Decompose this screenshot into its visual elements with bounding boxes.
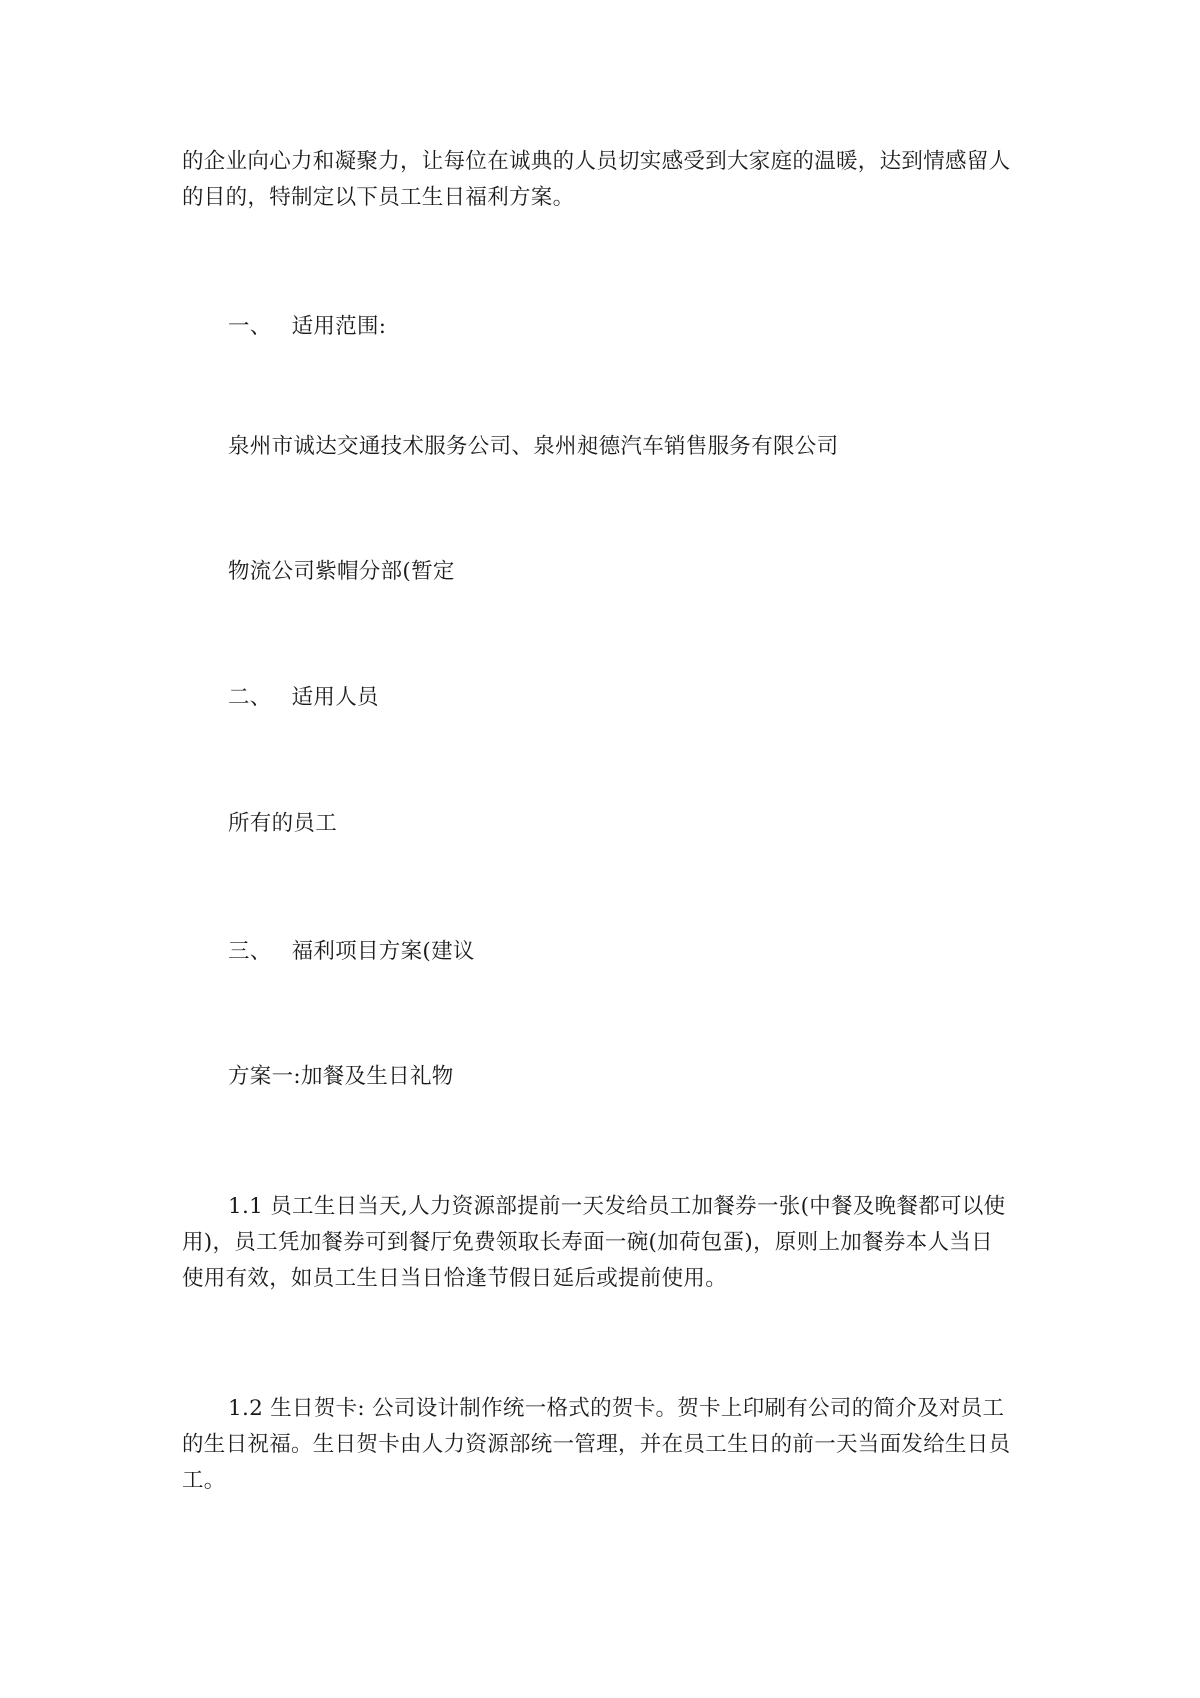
section-1-title: 适用范围: <box>291 314 387 339</box>
section-1-heading <box>228 310 386 343</box>
plan-1-title: 方案一:加餐及生日礼物 <box>228 1064 454 1089</box>
intro-line-1: 的企业向心力和凝聚力，让每位在诚典的人员切实感受到大家庭的温暖，达到情感留人 <box>182 149 1011 174</box>
paragraph-1-1-line-3: 使用有效，如员工生日当日恰逢节假日延后或提前使用。 <box>182 1266 728 1291</box>
section-2-number: 二、 <box>228 685 272 710</box>
paragraph-1-1-line-1: 1.1 员工生日当天,人力资源部提前一天发给员工加餐券一张(中餐及晚餐都可以使 <box>228 1194 1006 1219</box>
section-1-number: 一、 <box>228 314 272 339</box>
section-1-item-1: 泉州市诚达交通技术服务公司、泉州昶德汽车销售服务有限公司 <box>228 434 839 459</box>
paragraph-1-1-line-2: 用)，员工凭加餐券可到餐厅免费领取长寿面一碗(加荷包蛋)，原则上加餐券本人当日 <box>182 1230 993 1255</box>
paragraph-1-2-line-3: 工。 <box>182 1468 226 1493</box>
section-3-heading <box>228 935 475 968</box>
paragraph-1-2-line-2: 的生日祝福。生日贺卡由人力资源部统一管理，并在员工生日的前一天当面发给生日员 <box>182 1432 1011 1457</box>
intro-line-2: 的目的，特制定以下员工生日福利方案。 <box>182 185 575 210</box>
section-1-item-2: 物流公司紫帽分部(暂定 <box>228 559 455 584</box>
section-3-number: 三、 <box>228 939 272 964</box>
section-3-title: 福利项目方案(建议 <box>291 939 475 964</box>
section-2-title: 适用人员 <box>291 685 379 710</box>
paragraph-1-2-line-1: 1.2 生日贺卡: 公司设计制作统一格式的贺卡。贺卡上印刷有公司的简介及对员工 <box>228 1396 1005 1421</box>
section-2-heading <box>228 681 379 714</box>
section-2-item-1: 所有的员工 <box>228 811 338 836</box>
